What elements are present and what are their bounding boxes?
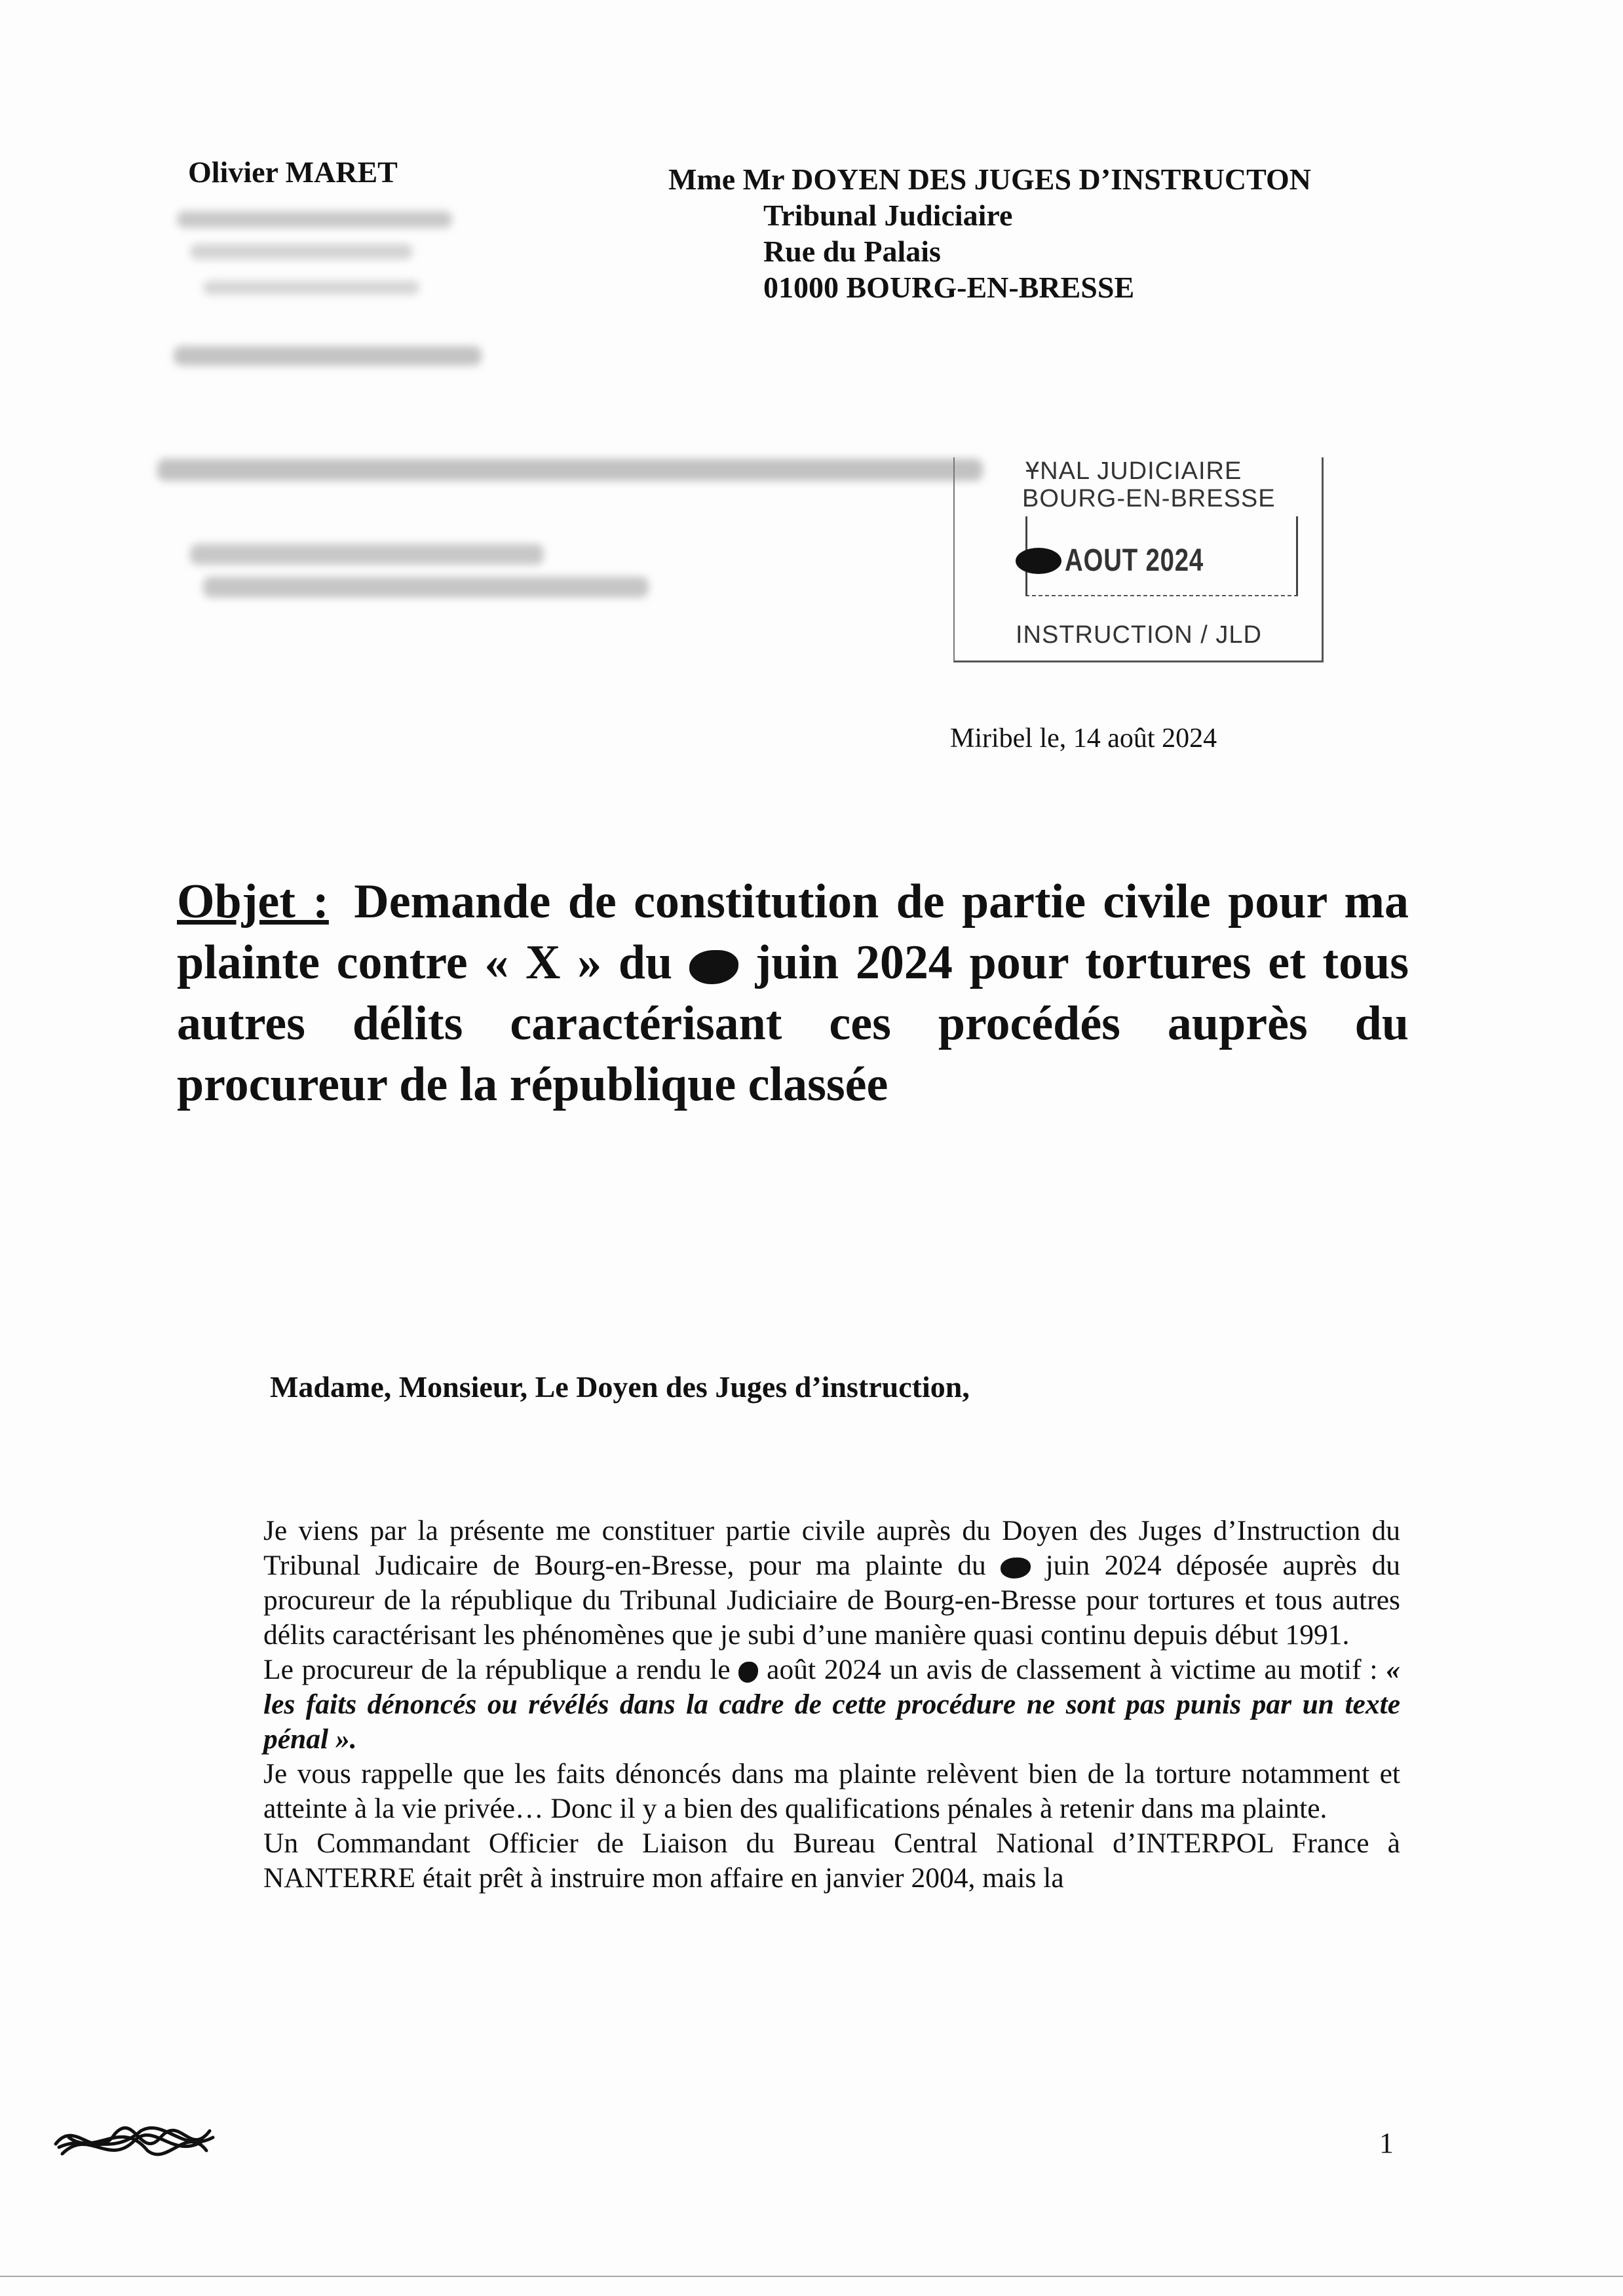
place-and-date: Miribel le, 14 août 2024 <box>950 723 1217 754</box>
body-paragraph <box>263 1653 1400 1757</box>
redacted-day-mark <box>1016 548 1061 574</box>
stamp-city: BOURG-EN-BRESSE <box>1022 485 1276 512</box>
recipient-line: Tribunal Judiciaire <box>763 199 1013 232</box>
body-text: Le procureur de la république a rendu le <box>263 1654 731 1685</box>
subject-block <box>177 871 1409 1115</box>
redacted-day-mark <box>1001 1558 1031 1578</box>
body-text: août 2024 un avis de classement à victime au motif : <box>767 1654 1378 1685</box>
subject-label: Objet : <box>177 875 329 928</box>
sender-name: Olivier MARET <box>188 155 398 189</box>
body-text: juin 2024 déposée auprès du procureur de la république du Tribunal Judiciaire de Bourg-en-Bresse pour tortures et tous autres délits caractérisant les phénomènes que je subi d’une manière quasi continu depuis début 1991. <box>263 1550 1400 1651</box>
body-paragraph: Je vous rappelle que les faits dénoncés dans ma plainte relèvent bien de la torture notamment et atteinte à la vie privée… Donc il y a bien des qualifications pénales à retenir dans ma plainte. <box>263 1758 1400 1824</box>
received-stamp <box>953 451 1324 664</box>
stamp-court-name: ҰNAL JUDICIAIRE <box>1025 457 1242 485</box>
letter-body <box>263 1514 1400 1896</box>
page-number: 1 <box>1379 2127 1394 2159</box>
redacted-day-mark <box>689 950 738 984</box>
stamp-date: AOUT 2024 <box>1065 543 1204 578</box>
recipient-line: Mme Mr DOYEN DES JUGES D’INSTRUCTON <box>668 163 1311 196</box>
stamp-department: INSTRUCTION / JLD <box>1016 621 1262 649</box>
body-text: Je viens par la présente me constituer partie civile auprès du Doyen des Juges d’Instruction du Tribunal Judicaire de Bourg-en-Bresse, pour ma plainte du <box>263 1515 1400 1581</box>
recipient-address <box>668 161 1311 305</box>
scan-edge-line <box>0 2276 1623 2277</box>
redacted-day-mark <box>738 1662 758 1683</box>
body-paragraph: Un Commandant Officier de Liaison du Bureau Central National d’INTERPOL France à NANTERRE était prêt à instruire mon affaire en janvier 2004, mais la <box>263 1827 1400 1894</box>
body-paragraph <box>263 1514 1400 1653</box>
subject-text-start: Demande de constitution de partie civile pour ma plainte contre « X » du <box>177 875 1409 989</box>
salutation: Madame, Monsieur, Le Doyen des Juges d’instruction, <box>270 1370 970 1404</box>
quoted-motive: « les faits dénoncés ou révélés dans la cadre de cette procédure ne sont pas punis par un texte pénal ». <box>263 1654 1400 1755</box>
signature-scribble <box>49 2105 220 2170</box>
recipient-line: 01000 BOURG-EN-BRESSE <box>763 271 1135 304</box>
subject-text-end: juin 2024 pour tortures et tous autres délits caractérisant ces procédés auprès du procureur de la république classée <box>177 936 1409 1111</box>
recipient-line: Rue du Palais <box>763 235 941 268</box>
